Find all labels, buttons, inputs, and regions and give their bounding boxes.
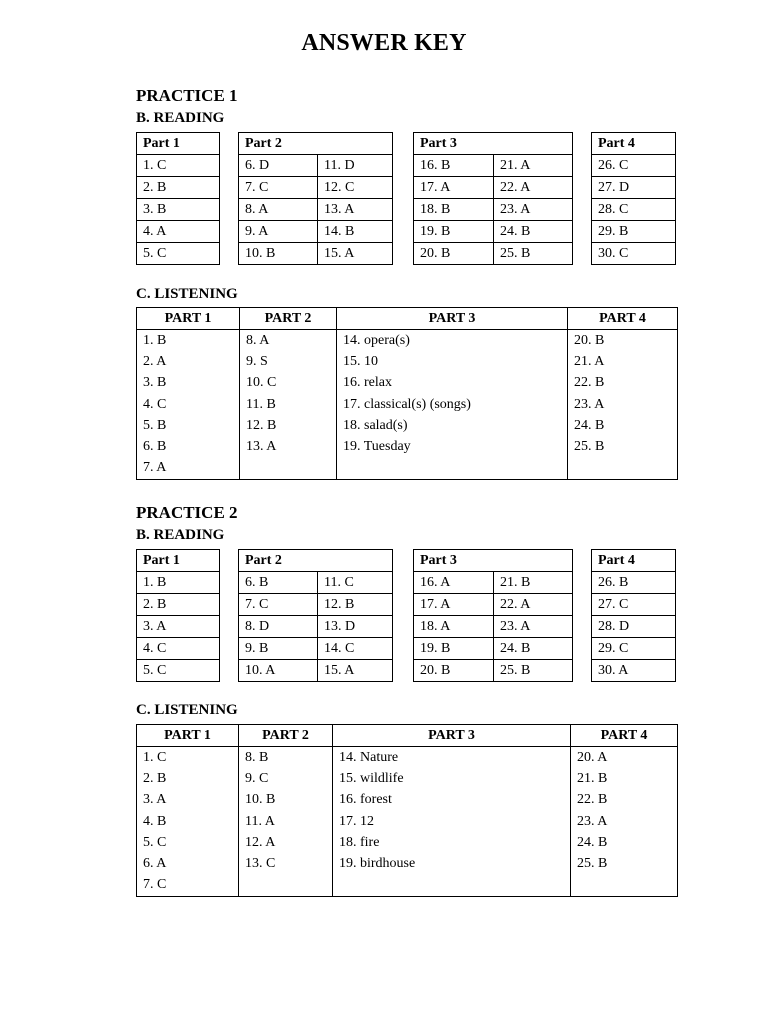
answer-cell: 4. B [137,811,239,832]
answer-cell: 14. B [318,221,393,243]
answer-cell: 7. C [137,875,239,897]
answer-cell: 16. forest [333,790,571,811]
answer-cell: 8. B [239,747,333,769]
answer-cell: 23. A [571,811,678,832]
answer-cell: 23. A [568,394,678,415]
answer-cell: 15. A [318,243,393,265]
answer-cell: 18. fire [333,832,571,853]
answer-cell: 3. B [137,199,220,221]
answer-cell: 6. D [239,155,318,177]
answer-cell: 22. B [568,373,678,394]
answer-cell: 25. B [494,243,573,265]
answer-cell: 20. B [414,243,494,265]
page-title: ANSWER KEY [301,30,467,56]
answer-cell: 10. B [239,790,333,811]
answer-cell: 12. C [318,177,393,199]
answer-cell: 30. A [592,660,676,682]
answer-cell: 22. A [494,177,573,199]
answer-cell: 5. C [137,660,220,682]
answer-cell: 6. B [239,572,318,594]
answer-cell: 8. D [239,616,318,638]
p2-reading-part3-table [413,549,573,682]
answer-cell: 7. C [239,594,318,616]
answer-cell: 11. A [239,811,333,832]
answer-cell: 12. A [239,832,333,853]
answer-cell: 18. salad(s) [337,415,568,436]
answer-cell: 26. C [592,155,676,177]
table-row [137,221,220,243]
answer-cell: 4. C [137,638,220,660]
answer-cell: 27. C [592,594,676,616]
answer-cell: 24. B [494,221,573,243]
p1-reading-part2-table [238,132,393,265]
answer-cell [240,458,337,480]
table-header: PART 4 [571,725,678,747]
table-row [592,594,676,616]
table-row [137,790,678,811]
table-row [137,660,220,682]
answer-cell: 21. B [494,572,573,594]
table-row [414,199,573,221]
answer-cell: 9. A [239,221,318,243]
table-row [239,638,393,660]
table-row [239,243,393,265]
answer-cell: 12. B [240,415,337,436]
table-header: PART 1 [137,308,240,330]
table-header: Part 2 [239,550,393,572]
answer-cell: 11. B [240,394,337,415]
table-header: Part 1 [137,550,220,572]
table-row [137,832,678,853]
answer-cell: 29. C [592,638,676,660]
answer-cell: 2. B [137,177,220,199]
table-row [239,221,393,243]
answer-cell: 15. 10 [337,351,568,372]
answer-cell: 5. C [137,243,220,265]
answer-cell: 15. A [318,660,393,682]
answer-cell: 25. B [571,853,678,874]
answer-cell: 1. B [137,330,240,352]
table-row [137,436,678,457]
answer-cell: 10. B [239,243,318,265]
answer-cell: 16. A [414,572,494,594]
table-row [239,594,393,616]
p2-reading-part1-table [136,549,220,682]
answer-cell [571,875,678,897]
table-row [592,177,676,199]
table-row [239,660,393,682]
answer-cell: 28. D [592,616,676,638]
answer-cell: 8. A [239,199,318,221]
answer-cell: 9. S [240,351,337,372]
answer-cell: 19. B [414,221,494,243]
table-row [137,415,678,436]
answer-cell: 17. A [414,594,494,616]
answer-cell [337,458,568,480]
table-row [592,243,676,265]
answer-cell: 25. B [494,660,573,682]
answer-cell: 24. B [568,415,678,436]
table-row [414,572,573,594]
answer-cell: 3. B [137,373,240,394]
table-row [137,768,678,789]
p1-reading-part1-table [136,132,220,265]
answer-cell: 4. A [137,221,220,243]
table-header: PART 3 [337,308,568,330]
table-row [414,221,573,243]
answer-cell: 20. A [571,747,678,769]
table-row [239,155,393,177]
table-row [137,572,220,594]
table-row [137,853,678,874]
answer-cell: 21. A [494,155,573,177]
table-header: PART 1 [137,725,239,747]
answer-cell: 21. A [568,351,678,372]
answer-cell: 14. opera(s) [337,330,568,352]
table-header: PART 3 [333,725,571,747]
answer-cell: 6. B [137,436,240,457]
answer-cell: 16. B [414,155,494,177]
table-row [137,177,220,199]
answer-cell [333,875,571,897]
answer-cell: 3. A [137,790,239,811]
answer-cell: 12. B [318,594,393,616]
table-row [137,747,678,769]
table-header: PART 4 [568,308,678,330]
answer-cell: 16. relax [337,373,568,394]
answer-cell: 24. B [571,832,678,853]
answer-cell: 25. B [568,436,678,457]
answer-cell: 1. C [137,155,220,177]
answer-cell: 17. 12 [333,811,571,832]
answer-cell: 2. A [137,351,240,372]
table-row [592,155,676,177]
answer-cell: 3. A [137,616,220,638]
table-row [137,458,678,480]
p2-listening-table [136,724,678,897]
table-header: Part 4 [592,133,676,155]
table-row [414,638,573,660]
answer-cell: 22. A [494,594,573,616]
table-row [239,199,393,221]
answer-cell: 22. B [571,790,678,811]
table-row [137,243,220,265]
practice-1-listening-heading: C. LISTENING [136,286,238,302]
p1-reading-part3-table [413,132,573,265]
answer-cell: 19. B [414,638,494,660]
table-row [414,616,573,638]
table-row [414,177,573,199]
answer-cell: 7. A [137,458,240,480]
table-row [414,660,573,682]
answer-cell: 10. C [240,373,337,394]
answer-cell: 8. A [240,330,337,352]
p2-reading-part4-table [591,549,676,682]
answer-cell: 28. C [592,199,676,221]
practice-1-reading-heading: B. READING [136,110,225,126]
answer-cell: 18. B [414,199,494,221]
table-header: PART 2 [240,308,337,330]
table-row [414,243,573,265]
answer-cell: 17. classical(s) (songs) [337,394,568,415]
table-row [414,155,573,177]
table-row [137,330,678,352]
table-row [592,199,676,221]
answer-cell: 7. C [239,177,318,199]
answer-cell: 13. C [239,853,333,874]
answer-cell: 24. B [494,638,573,660]
answer-cell: 15. wildlife [333,768,571,789]
answer-cell: 4. C [137,394,240,415]
practice-1-heading: PRACTICE 1 [136,86,238,105]
table-row [137,155,220,177]
answer-cell: 29. B [592,221,676,243]
answer-cell: 2. B [137,594,220,616]
answer-cell: 14. C [318,638,393,660]
table-header: PART 2 [239,725,333,747]
p2-reading-part2-table [238,549,393,682]
table-row [137,394,678,415]
table-row [239,616,393,638]
answer-cell: 19. birdhouse [333,853,571,874]
answer-cell: 23. A [494,616,573,638]
table-row [239,572,393,594]
answer-cell: 11. C [318,572,393,594]
answer-cell: 9. C [239,768,333,789]
table-row [137,875,678,897]
answer-cell: 5. B [137,415,240,436]
answer-cell: 10. A [239,660,318,682]
table-row [137,199,220,221]
answer-cell: 14. Nature [333,747,571,769]
table-row [137,616,220,638]
table-row [414,594,573,616]
answer-cell: 17. A [414,177,494,199]
answer-cell: 13. A [318,199,393,221]
answer-cell: 21. B [571,768,678,789]
table-header: Part 1 [137,133,220,155]
practice-2-listening-heading: C. LISTENING [136,702,238,718]
answer-cell: 20. B [568,330,678,352]
answer-cell: 13. A [240,436,337,457]
p1-listening-table [136,307,678,480]
answer-cell: 9. B [239,638,318,660]
table-row [592,221,676,243]
answer-cell [239,875,333,897]
practice-2-reading-heading: B. READING [136,527,225,543]
table-row [592,638,676,660]
answer-cell: 27. D [592,177,676,199]
table-header: Part 4 [592,550,676,572]
answer-cell: 20. B [414,660,494,682]
table-row [592,572,676,594]
answer-cell: 2. B [137,768,239,789]
answer-cell: 5. C [137,832,239,853]
table-row [592,616,676,638]
answer-cell: 13. D [318,616,393,638]
answer-cell: 19. Tuesday [337,436,568,457]
table-row [239,177,393,199]
table-header: Part 3 [414,133,573,155]
answer-cell: 1. C [137,747,239,769]
answer-cell: 1. B [137,572,220,594]
answer-cell: 11. D [318,155,393,177]
p1-reading-part4-table [591,132,676,265]
answer-cell: 6. A [137,853,239,874]
answer-cell: 18. A [414,616,494,638]
answer-cell: 23. A [494,199,573,221]
practice-2-heading: PRACTICE 2 [136,503,238,522]
table-row [137,351,678,372]
table-header: Part 3 [414,550,573,572]
table-header: Part 2 [239,133,393,155]
table-row [137,638,220,660]
table-row [592,660,676,682]
answer-cell [568,458,678,480]
table-row [137,373,678,394]
answer-cell: 30. C [592,243,676,265]
answer-cell: 26. B [592,572,676,594]
table-row [137,594,220,616]
table-row [137,811,678,832]
